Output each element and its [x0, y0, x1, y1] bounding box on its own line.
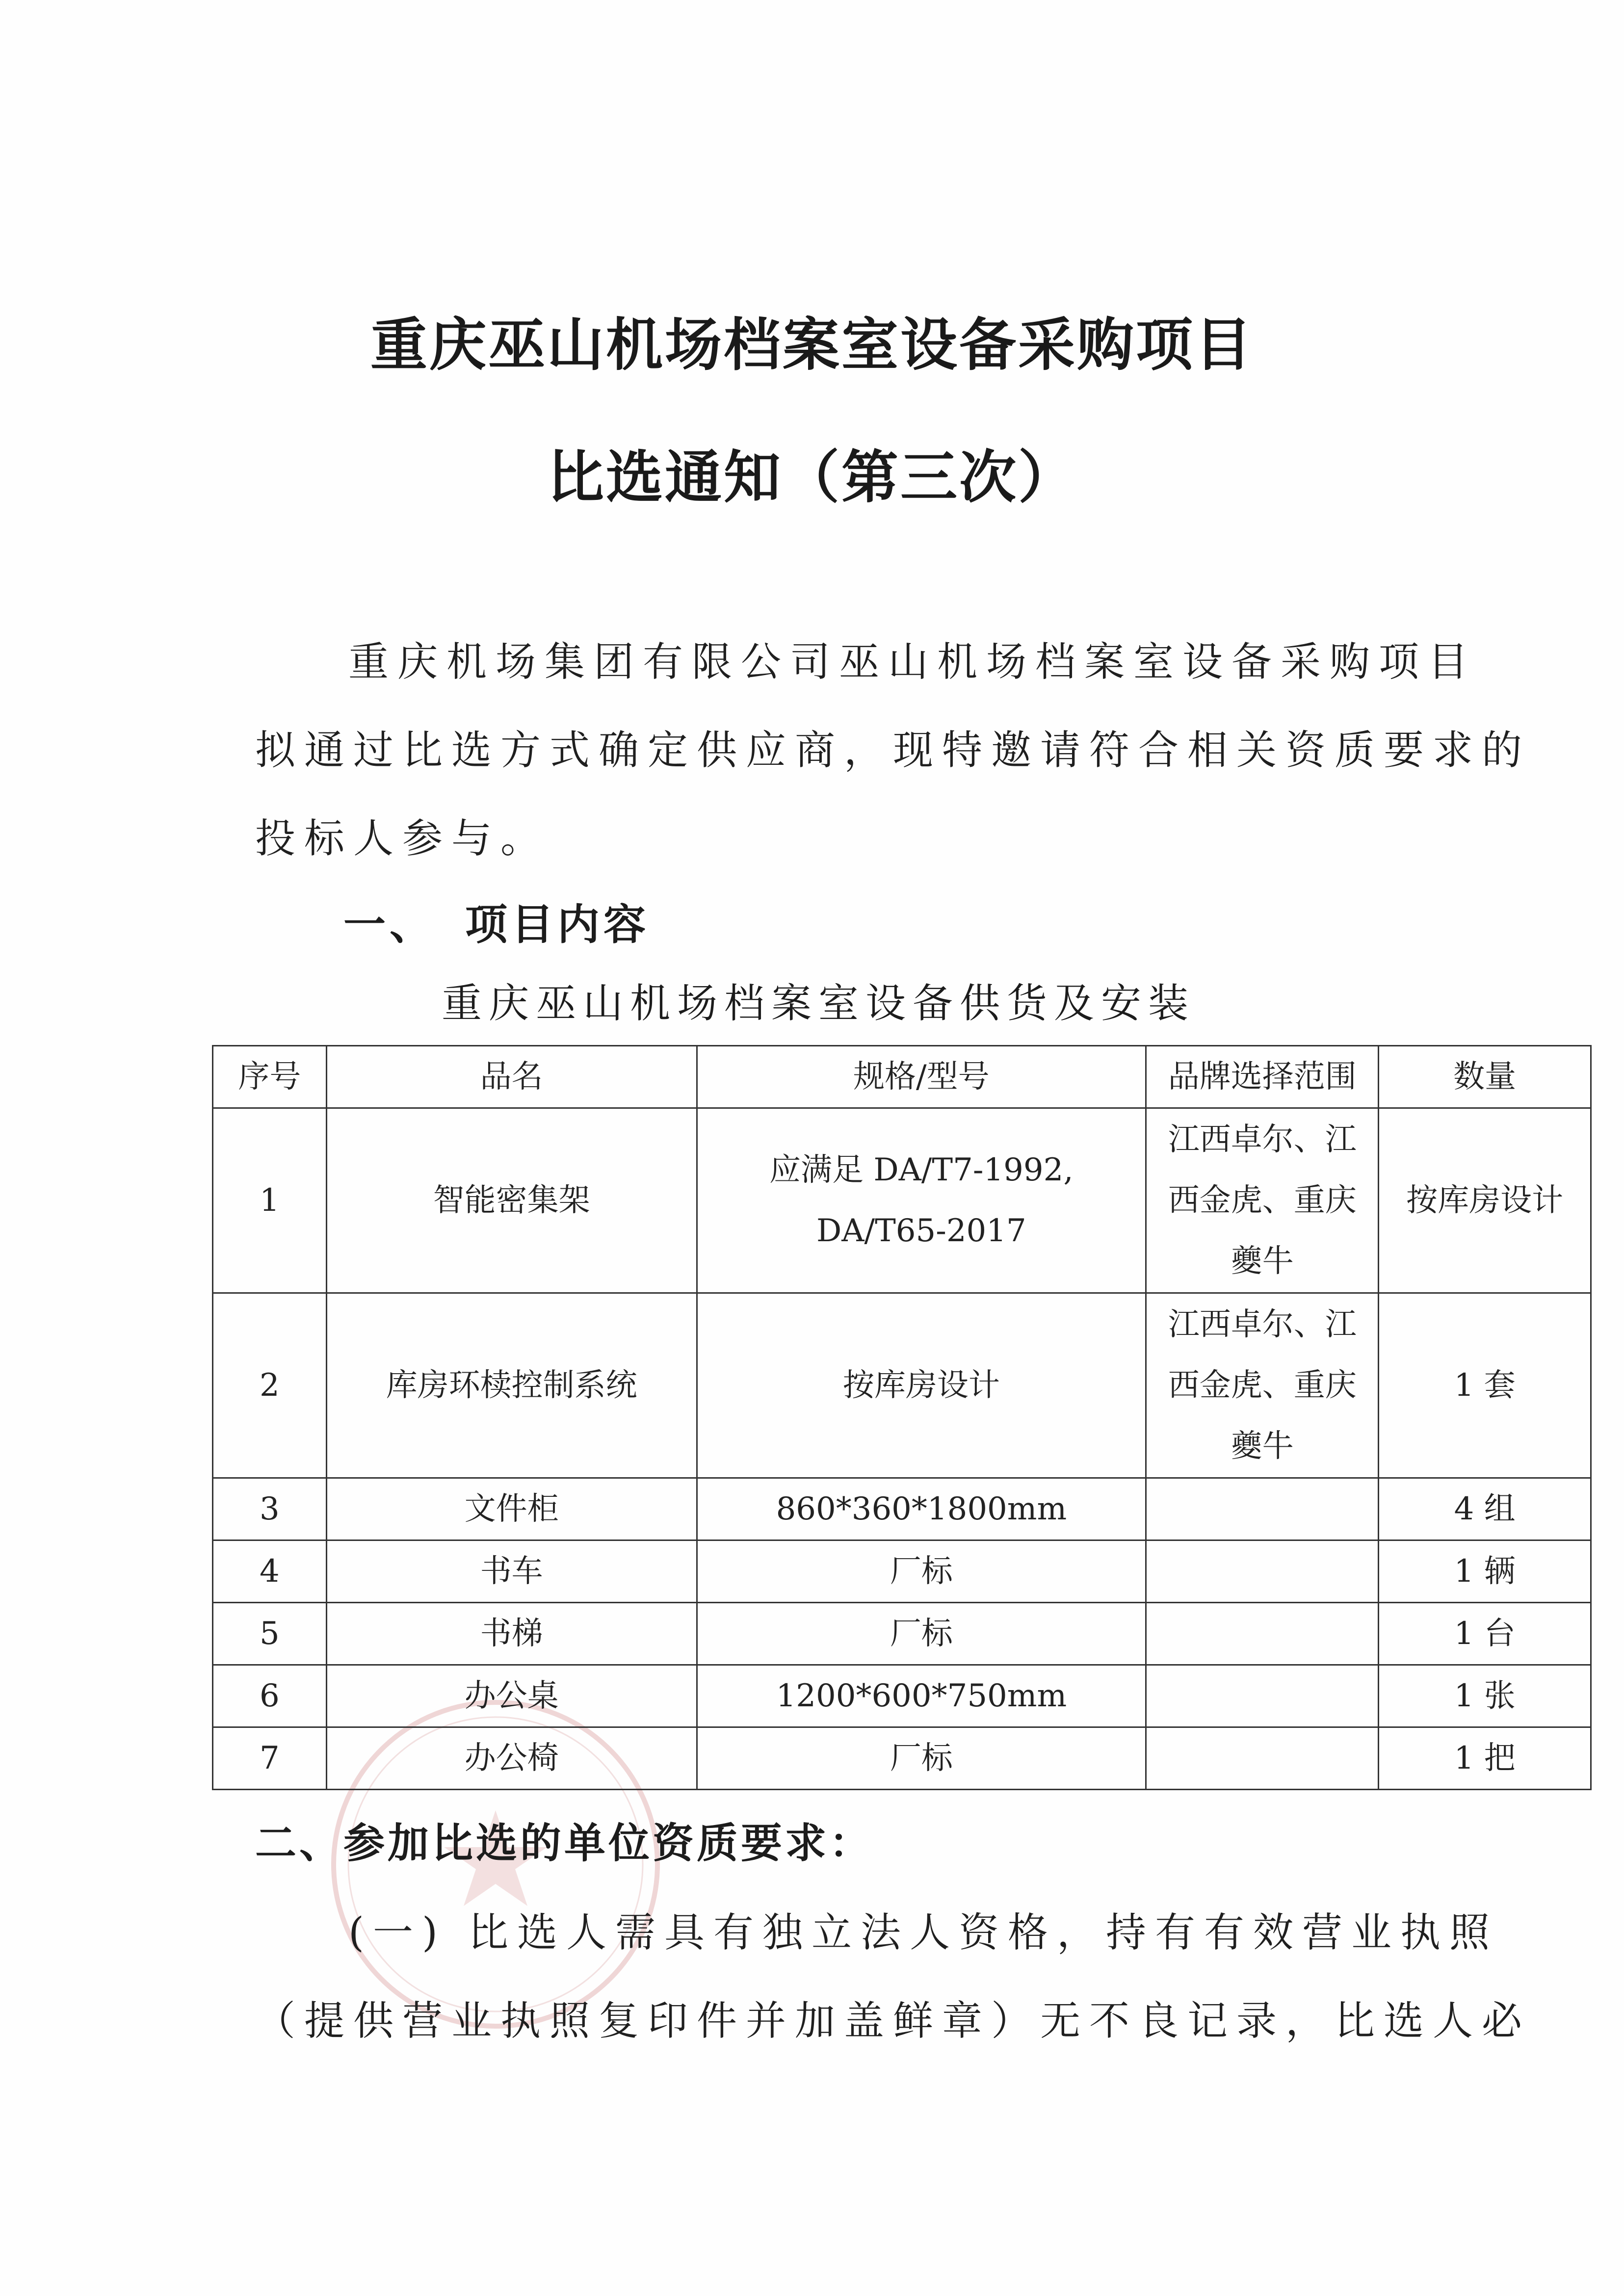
qualification-line: （提供营业执照复印件并加盖鲜章）无不良记录，比选人必: [255, 1998, 1531, 2044]
section1-title: 项目内容: [465, 900, 650, 949]
header-spec: 规格/型号: [697, 1046, 1146, 1108]
brand-line: 夔牛: [1231, 1243, 1294, 1279]
cell-no: 6: [213, 1665, 327, 1727]
section2-heading: 二、参加比选的单位资质要求：: [255, 1819, 874, 1867]
table-row: [213, 1478, 1591, 1540]
cell-spec: 厂标: [697, 1603, 1146, 1665]
cell-name: 书梯: [326, 1603, 697, 1665]
qualification-line: (一) 比选人需具有独立法人资格，持有有效营业执照: [348, 1909, 1499, 1956]
cell-brand: [1146, 1603, 1379, 1665]
cell-qty: 1 张: [1379, 1665, 1591, 1727]
table-row: [213, 1108, 1591, 1293]
cell-qty: 4 组: [1379, 1478, 1591, 1540]
intro-line: 投标人参与。: [255, 815, 550, 862]
table-row: [213, 1727, 1591, 1790]
cell-no: 3: [213, 1478, 327, 1540]
cell-qty: 1 辆: [1379, 1540, 1591, 1603]
cell-spec: [697, 1108, 1146, 1293]
brand-line: 西金虎、重庆: [1168, 1182, 1357, 1219]
cell-no: 4: [213, 1540, 327, 1603]
equipment-table: [212, 1045, 1592, 1790]
cell-qty: 按库房设计: [1379, 1108, 1591, 1293]
cell-name: 办公椅: [326, 1727, 697, 1790]
cell-brand: [1146, 1665, 1379, 1727]
cell-qty: 1 套: [1379, 1293, 1591, 1478]
intro-line: 重庆机场集团有限公司巫山机场档案室设备采购项目: [348, 639, 1477, 685]
intro-line: 拟通过比选方式确定供应商，现特邀请符合相关资质要求的: [255, 727, 1531, 774]
section1-heading: [343, 890, 650, 951]
intro-paragraph: [255, 618, 1531, 883]
qualification-paragraph: [255, 1889, 1531, 2065]
cell-brand: [1146, 1540, 1379, 1603]
brand-line: 江西卓尔、江: [1168, 1306, 1357, 1343]
section1-subtitle: 重庆巫山机场档案室设备供货及安装: [442, 980, 1196, 1027]
cell-brand: [1146, 1293, 1379, 1478]
header-qty: 数量: [1379, 1046, 1591, 1108]
brand-line: 西金虎、重庆: [1168, 1367, 1357, 1404]
cell-qty: 1 台: [1379, 1603, 1591, 1665]
cell-name: 文件柜: [326, 1478, 697, 1540]
table-row: [213, 1665, 1591, 1727]
document-title-line1: 重庆巫山机场档案室设备采购项目: [370, 312, 1254, 378]
section1-number: 一、: [343, 900, 436, 949]
table-row: [213, 1293, 1591, 1478]
cell-brand: [1146, 1478, 1379, 1540]
cell-spec: 厂标: [697, 1727, 1146, 1790]
cell-spec: 860*360*1800mm: [697, 1478, 1146, 1540]
cell-no: 1: [213, 1108, 327, 1293]
cell-no: 5: [213, 1603, 327, 1665]
cell-qty: 1 把: [1379, 1727, 1591, 1790]
table-header-row: [213, 1046, 1591, 1108]
cell-no: 2: [213, 1293, 327, 1478]
brand-line: 夔牛: [1231, 1428, 1294, 1464]
cell-name: 智能密集架: [326, 1108, 697, 1293]
cell-brand: [1146, 1108, 1379, 1293]
header-brand: 品牌选择范围: [1146, 1046, 1379, 1108]
table-row: [213, 1603, 1591, 1665]
spec-line: DA/T65-2017: [816, 1213, 1026, 1249]
header-no: 序号: [213, 1046, 327, 1108]
cell-brand: [1146, 1727, 1379, 1790]
document-title-line2: 比选通知（第三次）: [547, 444, 1077, 511]
cell-spec: 厂标: [697, 1540, 1146, 1603]
cell-no: 7: [213, 1727, 327, 1790]
spec-line: 应满足 DA/T7-1992,: [769, 1152, 1074, 1188]
table-row: [213, 1540, 1591, 1603]
header-name: 品名: [326, 1046, 697, 1108]
cell-name: 办公桌: [326, 1665, 697, 1727]
cell-name: 书车: [326, 1540, 697, 1603]
cell-spec: 1200*600*750mm: [697, 1665, 1146, 1727]
cell-name: 库房环椟控制系统: [326, 1293, 697, 1478]
cell-spec: 按库房设计: [697, 1293, 1146, 1478]
brand-line: 江西卓尔、江: [1168, 1122, 1357, 1158]
